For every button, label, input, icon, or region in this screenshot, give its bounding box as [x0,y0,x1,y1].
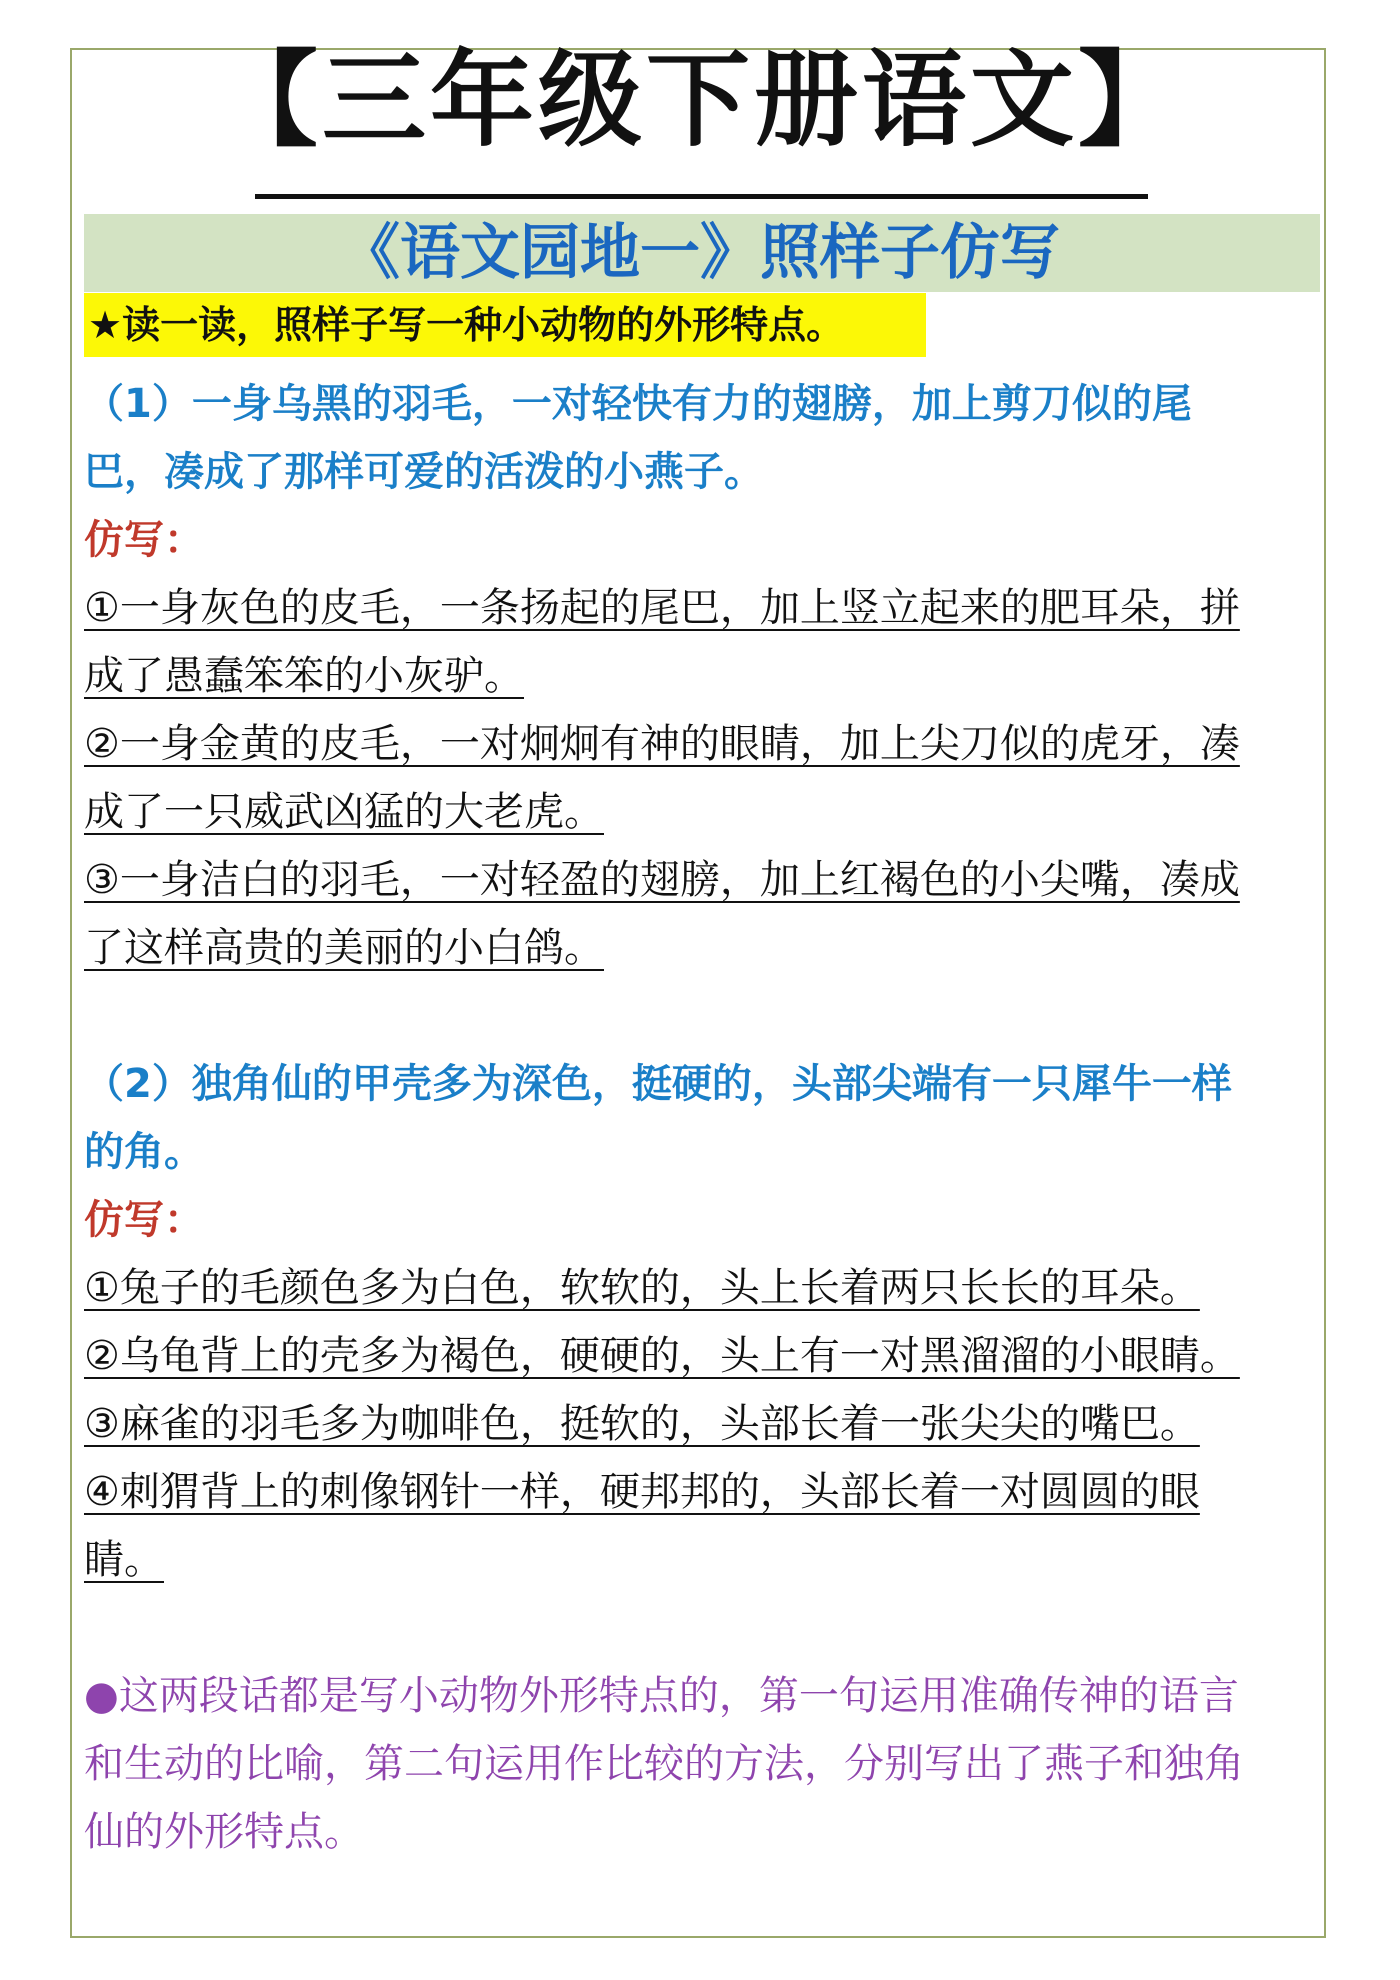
answer-2-4-line-1: ④刺猬背上的刺像钢针一样，硬邦邦的，头部长着一对圆圆的眼 [84,1469,1200,1515]
answer-1-3 [84,846,1324,982]
summary-note-line-3: 仙的外形特点。 [84,1809,364,1855]
answer-1-2-line-2: 成了一只威武凶猛的大老虎。 [84,789,604,835]
summary-note-line-2: 和生动的比喻，第二句运用作比较的方法，分别写出了燕子和独角 [84,1741,1244,1787]
answer-1-2-line-1: ②一身金黄的皮毛，一对炯炯有神的眼睛，加上尖刀似的虎牙，凑 [84,721,1240,767]
answer-2-1-line-1: ①兔子的毛颜色多为白色，软软的，头上长着两只长长的耳朵。 [84,1265,1200,1311]
answer-2-4 [84,1458,1324,1594]
answer-1-1 [84,574,1324,710]
answer-2-2 [84,1322,1324,1390]
page-title: 【三年级下册语文】 [213,39,1186,161]
page-subtitle: 《语文园地一》照样子仿写 [340,218,1060,288]
example-2-line-2: 的角。 [84,1129,204,1175]
answer-1-2 [84,710,1324,846]
example-2-line-1: （2）独角仙的甲壳多为深色，挺硬的，头部尖端有一只犀牛一样 [84,1061,1232,1107]
answer-1-3-line-1: ③一身洁白的羽毛，一对轻盈的翅膀，加上红褐色的小尖嘴，凑成 [84,857,1240,903]
answer-2-1 [84,1254,1324,1322]
title-underline [255,194,1148,199]
answer-2-2-line-1: ②乌龟背上的壳多为褐色，硬硬的，头上有一对黑溜溜的小眼睛。 [84,1333,1240,1379]
answer-2-3-line-1: ③麻雀的羽毛多为咖啡色，挺软的，头部长着一张尖尖的嘴巴。 [84,1401,1200,1447]
answer-1-1-line-2: 成了愚蠢笨笨的小灰驴。 [84,653,524,699]
example-2 [84,1050,1324,1186]
imitation-label-1: 仿写： [84,517,204,563]
answer-1-1-line-1: ①一身灰色的皮毛，一条扬起的尾巴，加上竖立起来的肥耳朵，拼 [84,585,1240,631]
answer-2-4-line-2: 睛。 [84,1537,164,1583]
example-1-line-1: （1）一身乌黑的羽毛，一对轻快有力的翅膀，加上剪刀似的尾 [84,381,1192,427]
example-1-line-2: 巴，凑成了那样可爱的活泼的小燕子。 [84,449,764,495]
summary-note [84,1662,1324,1866]
imitation-label-2: 仿写： [84,1197,204,1243]
example-1 [84,370,1324,506]
answer-1-3-line-2: 了这样高贵的美丽的小白鸽。 [84,925,604,971]
summary-note-line-1: ●这两段话都是写小动物外形特点的，第一句运用准确传神的语言 [84,1673,1239,1719]
answer-2-3 [84,1390,1324,1458]
instruction-text: ★读一读，照样子写一种小动物的外形特点。 [84,293,926,357]
